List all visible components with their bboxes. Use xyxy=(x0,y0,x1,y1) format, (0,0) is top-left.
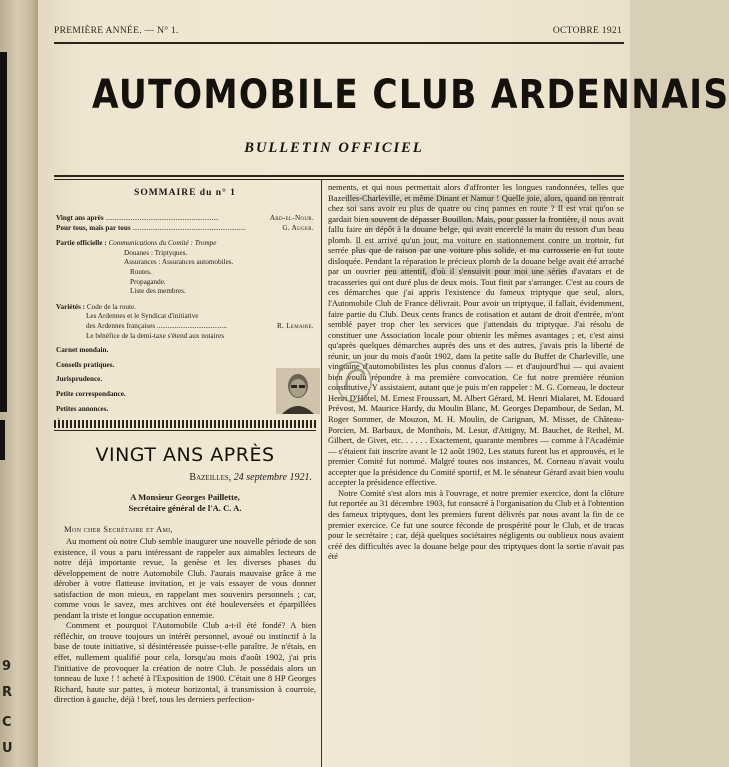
paragraph: Notre Comité s'est alors mis à l'ouvrage, et notre premier exercice, dont la clôture fut reportée au 31 décembre 1903, fut consacré à l'organisation du Club et à l'obtention des fameux triptyques, dont les premiers furent délivrés par nous avant la fin de ce premier exercice. Ce fut une source féconde de prospérité pour le Club, et de tracas pour le secrétaire ; car, déjà quelques sociétaires négligents ou oublieux nous avaient créé des difficultés avec la douane belge pour des triptyques dont la sortie n'avait pas été xyxy=(328,487,624,562)
sommaire-title: SOMMAIRE du n° 1 xyxy=(134,188,236,198)
adjacent-page-fragment: 9 xyxy=(2,659,12,674)
toc-subentry: Le bénéfice de la demi-taxe s'étend aux notaires xyxy=(86,331,224,340)
toc-author: R. Lemaire. xyxy=(276,321,314,330)
toc-author: Abd-el-Nour. xyxy=(269,214,314,222)
paragraph: Au moment où notre Club semble inaugurer une nouvelle période de son existence, il vous a paru intéressant de rappeler aux aimables lecteurs de notre déjà importante revue, la genèse et les diverses phases du développement de notre Automobile Club. J'aurais mauvaise grâce à me dérober à votre flatteuse invitation, et je vais essayer de vous donner satisfaction de mon mieux, en rappelant mes souvenirs personnels ; car, comme vous le savez, mes archives ont été bouleversées et éparpillées pendant la triste et longue occupation ennemie. xyxy=(54,536,316,620)
masthead-title: AUTOMOBILE CLUB ARDENNAIS xyxy=(92,72,729,118)
adjacent-page-fragment: U xyxy=(2,741,13,756)
toc-section: Carnet mondain. xyxy=(56,346,109,355)
article-body-left xyxy=(54,536,316,705)
adjacent-page-fragment: C xyxy=(2,715,12,730)
toc-entry: Vingt ans après ............................................................... Abd-el-Nour. xyxy=(56,214,314,222)
paragraph: nements, et qui nous permettait alors d'affronter les longues randonnées, telles que Bazeilles-Charleville, et même Dinant et Namur ! Quelle joie, alors, quand on rentrait chez soi sans avoir eu plus de quatre ou cinq pannes en route ? Il est vrai qu'on se gardait bien souvent de dépasser Bouillon. Mais, pour passer la frontière, il nous avait fallu faire un dépôt à la douane belge, qui avait encerclé la main du ressort d'un beau plomb. Il est arrivé qu'un jour, ma voiture en stationnement contre un trottoir, fut serrée plus que de raison par une voiture plus solide, et ma carrosserie en fut toute disloquée. Pendant la réparation le précieux plomb de la douane belge avait été arraché par un ouvrier peu attentif, d'où il s'ensuivit pour moi une séries d'avatars et de tracasseries qui ont duré plus de deux mois. Tout finit par s'arranger. C'est au cours de ces démarches que j'ai appris l'existence du fameux triptyque que seul, alors, l'Automobile Club de France délivrait. Pour avoir un triptyque, il fallait, évidemment, faire partie du Club. Deux cents francs de cotisation et autant de droit d'entrée, m'ont semblé payer trop cher les services que j'attendais du triptyque. J'ai résolu de constituer une Association locale pour obtenir les mêmes avantages ; et, c'est ainsi qu'après quelques démarches auprès des uns et des autres, j'avais pris la liberté de réunir, un jour du mois d'août 1902, dans la petite salle du Buffet de Charleville, une vingtaine d'automobilistes les plus connus d'alors — et d'aujourd'hui — qui avaient bien voulu répondre à ma première convocation. Ce fut notre première réunion constitutive. Y assistaient, autant que je puis m'en rappeler : M. G. Corneau, le docteur Henri D'Hôtel, M. Ernest Froussart, M. Albert Gérard, M. Henri Mialaret, M. Edouard Prévost, M. Maurice Hardy, du Moulin Blanc, M. Georges Depambour, de Sedan, M. Roger Sommer, de Mouzon, M. H. Moulin, de Carignan, M. Misset, de Château-Porcien, M. Barbaux, de Monthois, M. Lesur, d'Attigny, M. Bauchet, de Rethel, M. Gilbert, de Givet, etc. . . . . . Exactement, quarante membres — comme à l'Académie — s'étaient fait inscrire avant le 12 août 1902. Les statuts furent lus et approuvés, et le premier Comité fut nommé. Malgré toutes nos instances, M. Corneau n'avait voulu accepter que la présidence du Comité sportif, et M. le sénateur Gérard avait bien voulu accepter la présidence effective. xyxy=(328,182,624,488)
toc-entry: Variétés : Code de la route. xyxy=(56,302,136,311)
left-column xyxy=(54,182,316,767)
toc-subentry: Routes. xyxy=(130,267,152,276)
toc-subentry: Propagande. xyxy=(130,277,166,286)
issue-date: OCTOBRE 1921 xyxy=(552,26,622,36)
toc-section: Jurisprudence. xyxy=(56,375,103,384)
toc-subentry: Liste des membres. xyxy=(130,287,186,296)
portrait-image xyxy=(276,368,320,414)
masthead-rule xyxy=(54,175,624,177)
right-column xyxy=(328,182,624,767)
article-title: VINGT ANS APRÈS xyxy=(95,444,275,466)
paragraph: Comment et pourquoi l'Automobile Club a-t-il été fondé? A bien réfléchir, on trouve toujours un intérêt personnel, avoué ou instinctif à la base de toute initiative, si désintéressée puisse-t-elle paraître. Je n'étais, en effet, nullement qualifié pour cela, lorsqu'au mois d'août 1902, j'ai pris l'initiative de provoquer la création de notre Club. Je possédais alors un tonneau de luxe ! ! acheté à l'Exposition de 1900. C'était une 8 HP Georges Richard, haute sur pattes, à moteur horizontal, à transmission à courroie, direction à gauche, déjà ! bref, tous les derniers perfection- xyxy=(54,620,316,705)
decorative-rule xyxy=(54,430,316,431)
adjacent-page-ink-mark xyxy=(0,420,5,460)
toc-entry: Partie officielle : Communications du Comité : Trompe xyxy=(56,239,217,248)
header-rule xyxy=(54,42,624,44)
article-salutation: Mon cher Secrétaire et Ami, xyxy=(64,524,173,534)
toc-subentry: Assurances : Assurances automobiles. xyxy=(124,258,234,267)
toc-subentry: Les Ardennes et le Syndicat d'initiative xyxy=(86,312,199,321)
library-stamp xyxy=(334,360,374,404)
article-addressee: A Monsieur Georges Paillette, Secrétaire général de l'A. C. A. xyxy=(128,492,242,513)
masthead-rule-thin xyxy=(54,179,624,180)
adjacent-page-ink-bar xyxy=(0,52,7,412)
issue-number: PREMIÈRE ANNÉE. — N° 1. xyxy=(54,26,179,36)
column-separator xyxy=(321,180,322,767)
toc-section: Conseils pratiques. xyxy=(56,360,115,369)
toc-subentry: Douanes : Triptyques. xyxy=(124,248,188,257)
article-dateline: Bazeilles, 24 septembre 1921. xyxy=(189,472,312,483)
decorative-band xyxy=(54,420,316,428)
bulletin-subtitle: BULLETIN OFFICIEL xyxy=(244,140,424,156)
running-header xyxy=(54,26,622,40)
toc-section: Petite correspondance. xyxy=(56,389,126,398)
toc-author: G. Auger. xyxy=(282,223,314,232)
toc-section: Petites annonces. xyxy=(56,404,109,413)
adjacent-page-binding xyxy=(0,0,38,767)
toc-subentry: des Ardennes françaises ....................................... R. Lemaire. xyxy=(86,321,314,330)
toc-entry: Pour tous, mais par tous ............................................................... G. Auger. xyxy=(56,223,314,232)
adjacent-page-fragment: R xyxy=(2,685,13,700)
bulletin-page xyxy=(38,0,729,767)
